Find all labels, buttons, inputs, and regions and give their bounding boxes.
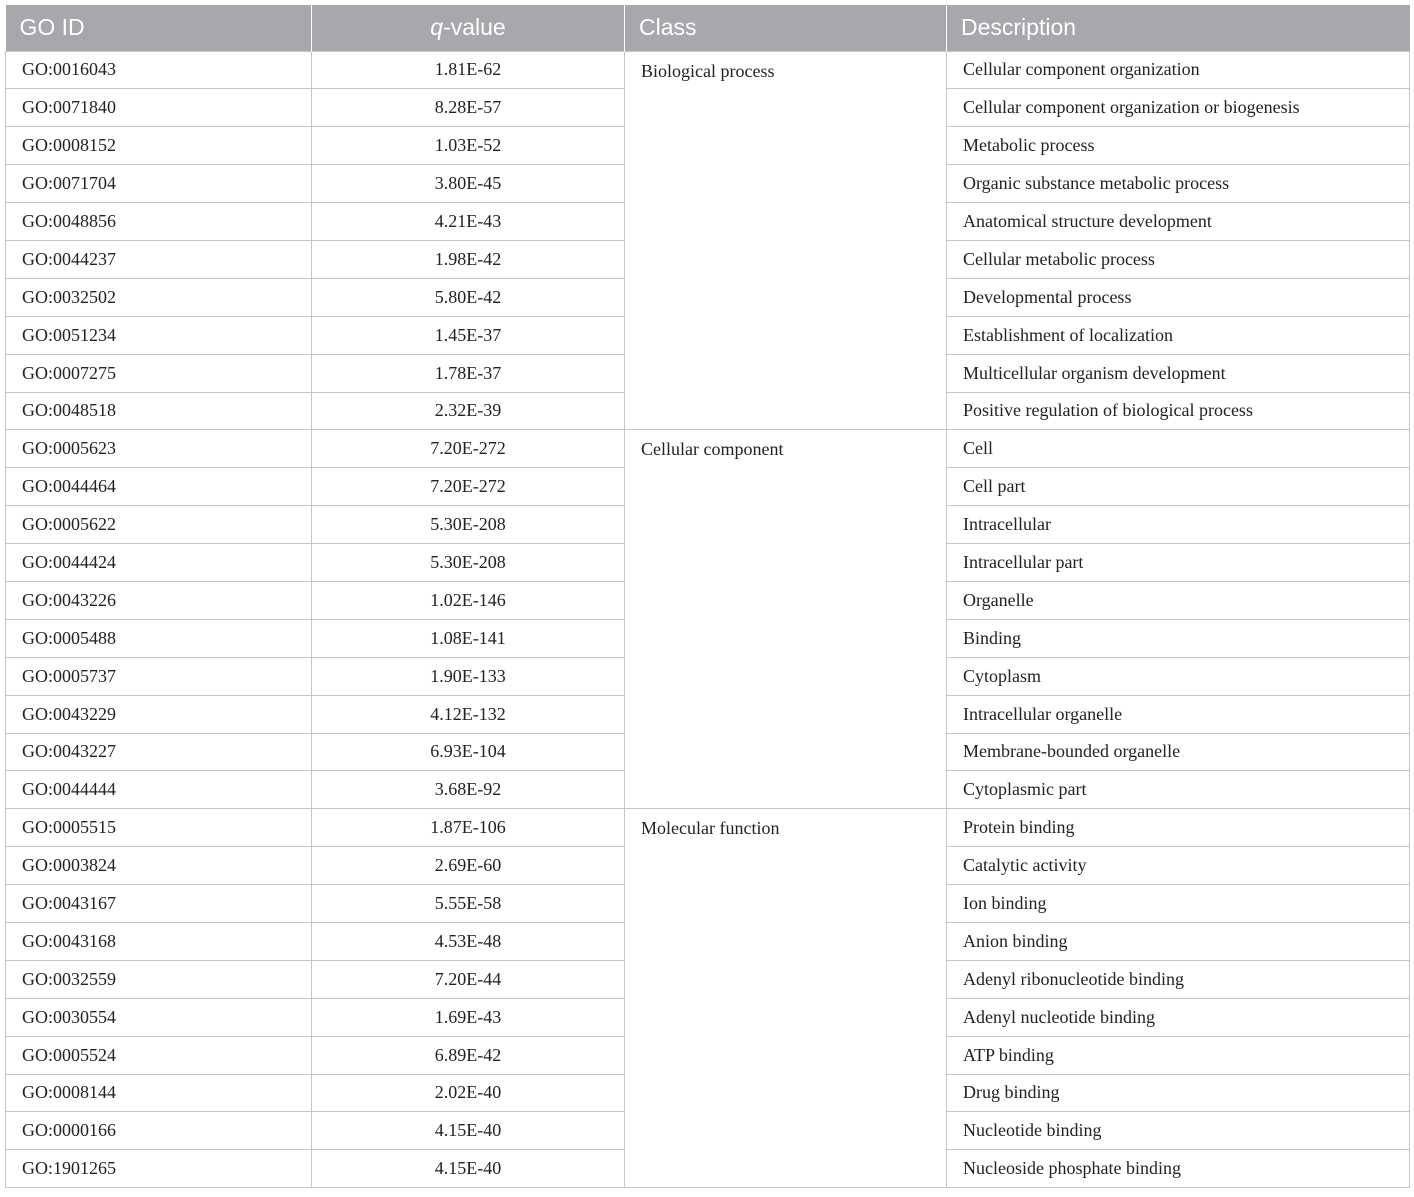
go-id-cell: GO:0071840 (6, 89, 312, 127)
q-value-cell: 1.08E-141 (312, 619, 625, 657)
table-body (6, 51, 1410, 1188)
description-cell: Cell part (947, 468, 1410, 506)
q-value-cell: 4.12E-132 (312, 695, 625, 733)
description-cell: Metabolic process (947, 127, 1410, 165)
go-id-cell: GO:0071704 (6, 165, 312, 203)
go-id-cell: GO:1901265 (6, 1150, 312, 1188)
go-id-cell: GO:0043229 (6, 695, 312, 733)
q-value-cell: 1.87E-106 (312, 809, 625, 847)
description-cell: Developmental process (947, 278, 1410, 316)
go-id-cell: GO:0043167 (6, 885, 312, 923)
q-value-cell: 4.53E-48 (312, 922, 625, 960)
go-id-cell: GO:0051234 (6, 316, 312, 354)
go-id-cell: GO:0044444 (6, 771, 312, 809)
header-q-italic: q (430, 14, 444, 41)
go-id-cell: GO:0048856 (6, 203, 312, 241)
go-id-cell: GO:0016043 (6, 51, 312, 89)
go-id-cell: GO:0030554 (6, 998, 312, 1036)
go-id-cell: GO:0043227 (6, 733, 312, 771)
go-id-cell: GO:0043168 (6, 922, 312, 960)
table-row (6, 51, 1410, 89)
description-cell: Protein binding (947, 809, 1410, 847)
q-value-cell: 5.30E-208 (312, 544, 625, 582)
class-cell: Cellular component (625, 430, 947, 809)
header-description: Description (947, 5, 1410, 51)
q-value-cell: 5.80E-42 (312, 278, 625, 316)
q-value-cell: 2.32E-39 (312, 392, 625, 430)
q-value-cell: 1.90E-133 (312, 657, 625, 695)
go-id-cell: GO:0005737 (6, 657, 312, 695)
go-id-cell: GO:0008152 (6, 127, 312, 165)
go-id-cell: GO:0005515 (6, 809, 312, 847)
description-cell: Anatomical structure development (947, 203, 1410, 241)
q-value-cell: 2.69E-60 (312, 847, 625, 885)
q-value-cell: 4.21E-43 (312, 203, 625, 241)
header-class: Class (625, 5, 947, 51)
q-value-cell: 5.30E-208 (312, 506, 625, 544)
go-id-cell: GO:0007275 (6, 354, 312, 392)
table-header (6, 5, 1410, 51)
header-q-value (312, 5, 625, 51)
description-cell: Organelle (947, 581, 1410, 619)
description-cell: Multicellular organism development (947, 354, 1410, 392)
table-row (6, 809, 1410, 847)
description-cell: Intracellular part (947, 544, 1410, 582)
q-value-cell: 1.45E-37 (312, 316, 625, 354)
q-value-cell: 3.80E-45 (312, 165, 625, 203)
go-id-cell: GO:0032559 (6, 960, 312, 998)
description-cell: ATP binding (947, 1036, 1410, 1074)
description-cell: Adenyl nucleotide binding (947, 998, 1410, 1036)
class-cell: Molecular function (625, 809, 947, 1188)
description-cell: Organic substance metabolic process (947, 165, 1410, 203)
q-value-cell: 8.28E-57 (312, 89, 625, 127)
go-id-cell: GO:0043226 (6, 581, 312, 619)
q-value-cell: 4.15E-40 (312, 1150, 625, 1188)
description-cell: Intracellular organelle (947, 695, 1410, 733)
q-value-cell: 1.78E-37 (312, 354, 625, 392)
q-value-cell: 1.81E-62 (312, 51, 625, 89)
description-cell: Binding (947, 619, 1410, 657)
go-id-cell: GO:0005623 (6, 430, 312, 468)
q-value-cell: 1.03E-52 (312, 127, 625, 165)
description-cell: Ion binding (947, 885, 1410, 923)
q-value-cell: 4.15E-40 (312, 1112, 625, 1150)
header-row (6, 5, 1410, 51)
q-value-cell: 7.20E-272 (312, 468, 625, 506)
go-id-cell: GO:0044237 (6, 240, 312, 278)
q-value-cell: 3.68E-92 (312, 771, 625, 809)
description-cell: Cellular component organization or biogenesis (947, 89, 1410, 127)
q-value-cell: 5.55E-58 (312, 885, 625, 923)
q-value-cell: 1.98E-42 (312, 240, 625, 278)
q-value-cell: 2.02E-40 (312, 1074, 625, 1112)
go-id-cell: GO:0044424 (6, 544, 312, 582)
go-enrichment-table (5, 5, 1410, 1188)
go-id-cell: GO:0044464 (6, 468, 312, 506)
header-go-id: GO ID (6, 5, 312, 51)
go-id-cell: GO:0048518 (6, 392, 312, 430)
go-id-cell: GO:0000166 (6, 1112, 312, 1150)
q-value-cell: 1.02E-146 (312, 581, 625, 619)
description-cell: Adenyl ribonucleotide binding (947, 960, 1410, 998)
description-cell: Nucleoside phosphate binding (947, 1150, 1410, 1188)
q-value-cell: 1.69E-43 (312, 998, 625, 1036)
go-id-cell: GO:0005488 (6, 619, 312, 657)
description-cell: Cytoplasm (947, 657, 1410, 695)
go-id-cell: GO:0005524 (6, 1036, 312, 1074)
description-cell: Cytoplasmic part (947, 771, 1410, 809)
description-cell: Nucleotide binding (947, 1112, 1410, 1150)
go-id-cell: GO:0032502 (6, 278, 312, 316)
go-id-cell: GO:0008144 (6, 1074, 312, 1112)
description-cell: Drug binding (947, 1074, 1410, 1112)
go-id-cell: GO:0005622 (6, 506, 312, 544)
description-cell: Catalytic activity (947, 847, 1410, 885)
description-cell: Intracellular (947, 506, 1410, 544)
q-value-cell: 6.89E-42 (312, 1036, 625, 1074)
description-cell: Membrane-bounded organelle (947, 733, 1410, 771)
description-cell: Establishment of localization (947, 316, 1410, 354)
header-q-rest: -value (443, 14, 506, 41)
description-cell: Anion binding (947, 922, 1410, 960)
q-value-cell: 6.93E-104 (312, 733, 625, 771)
q-value-cell: 7.20E-272 (312, 430, 625, 468)
description-cell: Positive regulation of biological process (947, 392, 1410, 430)
description-cell: Cell (947, 430, 1410, 468)
class-cell: Biological process (625, 51, 947, 430)
go-id-cell: GO:0003824 (6, 847, 312, 885)
q-value-cell: 7.20E-44 (312, 960, 625, 998)
table-row (6, 430, 1410, 468)
description-cell: Cellular component organization (947, 51, 1410, 89)
description-cell: Cellular metabolic process (947, 240, 1410, 278)
go-enrichment-table-container (5, 5, 1409, 1192)
